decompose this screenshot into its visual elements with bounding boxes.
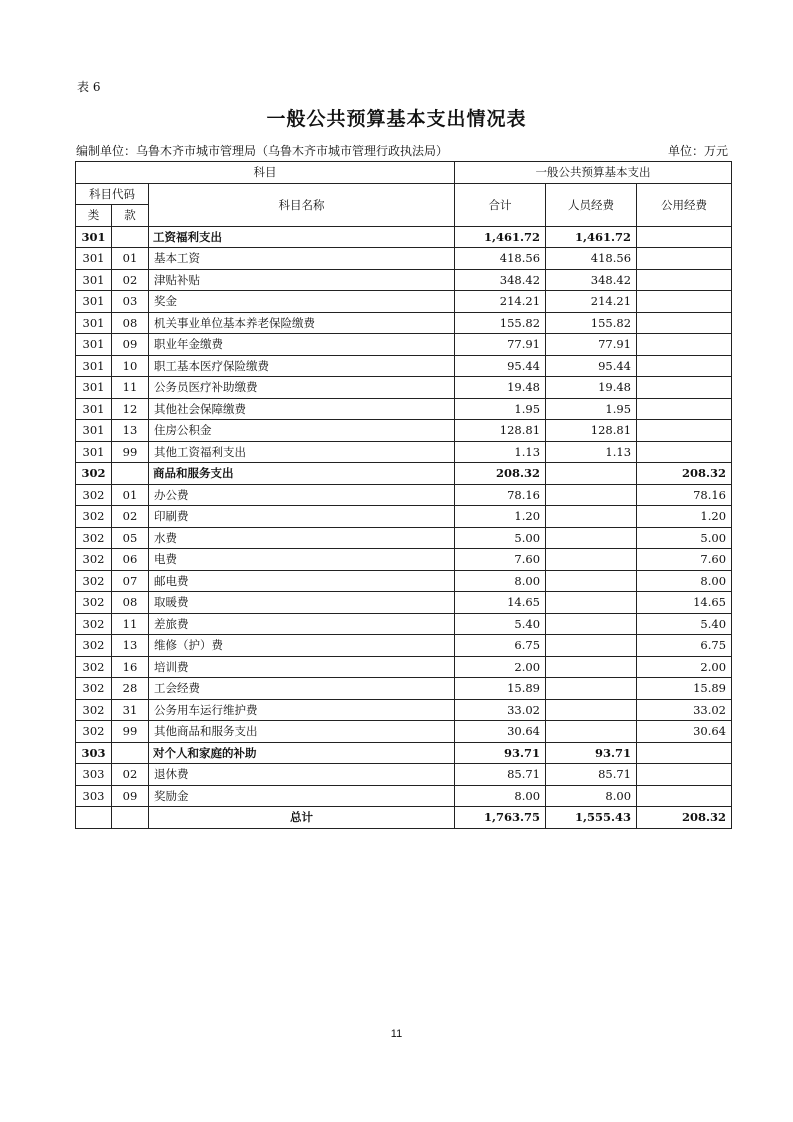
cell-total: 95.44 — [455, 355, 546, 377]
cell-name: 职业年金缴费 — [149, 334, 455, 356]
cell-total: 1.95 — [455, 398, 546, 420]
table-row — [76, 248, 732, 270]
cell-personnel — [546, 527, 637, 549]
cell-name: 其他社会保障缴费 — [149, 398, 455, 420]
cell-public — [637, 377, 732, 399]
table-row — [76, 506, 732, 528]
cell-section: 01 — [112, 484, 149, 506]
budget-table — [75, 161, 732, 829]
cell-class: 302 — [76, 527, 112, 549]
cell-name: 机关事业单位基本养老保险缴费 — [149, 312, 455, 334]
cell-personnel — [546, 678, 637, 700]
cell-total: 5.40 — [455, 613, 546, 635]
table-row — [76, 334, 732, 356]
cell-section: 06 — [112, 549, 149, 571]
cell-section: 13 — [112, 635, 149, 657]
cell-total: 85.71 — [455, 764, 546, 786]
cell-class: 302 — [76, 678, 112, 700]
cell-personnel: 348.42 — [546, 269, 637, 291]
cell-section: 09 — [112, 785, 149, 807]
cell-name: 其他工资福利支出 — [149, 441, 455, 463]
table-row — [76, 269, 732, 291]
cell-public — [637, 248, 732, 270]
total-empty-class — [76, 807, 112, 829]
org-name: 编制单位：乌鲁木齐市城市管理局（乌鲁木齐市城市管理行政执法局） — [76, 144, 449, 158]
cell-total: 2.00 — [455, 656, 546, 678]
cell-section: 02 — [112, 764, 149, 786]
cell-section: 05 — [112, 527, 149, 549]
cell-class: 301 — [76, 377, 112, 399]
cell-section: 28 — [112, 678, 149, 700]
cell-name: 对个人和家庭的补助 — [149, 742, 455, 764]
cell-public: 14.65 — [637, 592, 732, 614]
cell-total: 1.20 — [455, 506, 546, 528]
cell-public — [637, 355, 732, 377]
cell-section — [112, 226, 149, 248]
cell-name: 差旅费 — [149, 613, 455, 635]
table-row — [76, 570, 732, 592]
cell-section — [112, 463, 149, 485]
cell-total: 19.48 — [455, 377, 546, 399]
cell-total: 15.89 — [455, 678, 546, 700]
cell-section: 11 — [112, 613, 149, 635]
cell-total: 78.16 — [455, 484, 546, 506]
cell-section: 08 — [112, 592, 149, 614]
cell-personnel: 418.56 — [546, 248, 637, 270]
page-number: 11 — [390, 1028, 403, 1040]
cell-public: 78.16 — [637, 484, 732, 506]
table-row — [76, 742, 732, 764]
cell-total: 14.65 — [455, 592, 546, 614]
cell-name: 工资福利支出 — [149, 226, 455, 248]
cell-public: 208.32 — [637, 463, 732, 485]
cell-personnel: 95.44 — [546, 355, 637, 377]
cell-name: 奖金 — [149, 291, 455, 313]
cell-personnel — [546, 570, 637, 592]
cell-personnel — [546, 592, 637, 614]
cell-personnel — [546, 506, 637, 528]
cell-name: 邮电费 — [149, 570, 455, 592]
cell-class: 302 — [76, 506, 112, 528]
cell-public: 5.00 — [637, 527, 732, 549]
table-row — [76, 635, 732, 657]
cell-class: 301 — [76, 420, 112, 442]
cell-personnel: 1.13 — [546, 441, 637, 463]
total-empty-section — [112, 807, 149, 829]
cell-public: 33.02 — [637, 699, 732, 721]
cell-name: 商品和服务支出 — [149, 463, 455, 485]
grand-total-personnel: 1,555.43 — [546, 807, 637, 829]
cell-public — [637, 269, 732, 291]
cell-public: 5.40 — [637, 613, 732, 635]
header-basic-expense: 一般公共预算基本支出 — [455, 162, 732, 184]
cell-total: 348.42 — [455, 269, 546, 291]
cell-section: 03 — [112, 291, 149, 313]
cell-section: 13 — [112, 420, 149, 442]
table-row — [76, 764, 732, 786]
cell-class: 302 — [76, 570, 112, 592]
cell-class: 301 — [76, 226, 112, 248]
cell-personnel — [546, 613, 637, 635]
grand-total-public: 208.32 — [637, 807, 732, 829]
cell-public — [637, 420, 732, 442]
table-row — [76, 613, 732, 635]
cell-public: 7.60 — [637, 549, 732, 571]
table-row — [76, 484, 732, 506]
cell-name: 职工基本医疗保险缴费 — [149, 355, 455, 377]
header-class: 类 — [76, 205, 112, 227]
table-row — [76, 291, 732, 313]
table-row — [76, 377, 732, 399]
cell-personnel: 1,461.72 — [546, 226, 637, 248]
cell-total: 214.21 — [455, 291, 546, 313]
cell-class: 302 — [76, 613, 112, 635]
cell-section: 31 — [112, 699, 149, 721]
table-row — [76, 592, 732, 614]
cell-public: 15.89 — [637, 678, 732, 700]
cell-total: 5.00 — [455, 527, 546, 549]
table-row — [76, 463, 732, 485]
cell-public — [637, 764, 732, 786]
cell-personnel — [546, 484, 637, 506]
table-row — [76, 549, 732, 571]
table-row — [76, 355, 732, 377]
cell-name: 维修（护）费 — [149, 635, 455, 657]
cell-class: 301 — [76, 312, 112, 334]
table-row — [76, 678, 732, 700]
cell-public: 6.75 — [637, 635, 732, 657]
cell-class: 303 — [76, 764, 112, 786]
table-row — [76, 441, 732, 463]
cell-personnel: 214.21 — [546, 291, 637, 313]
cell-class: 301 — [76, 248, 112, 270]
cell-personnel — [546, 699, 637, 721]
cell-class: 301 — [76, 334, 112, 356]
cell-section: 99 — [112, 721, 149, 743]
cell-class: 302 — [76, 699, 112, 721]
cell-public — [637, 398, 732, 420]
cell-section: 11 — [112, 377, 149, 399]
table-row — [76, 721, 732, 743]
table-row — [76, 312, 732, 334]
cell-personnel: 155.82 — [546, 312, 637, 334]
cell-public: 30.64 — [637, 721, 732, 743]
cell-public — [637, 742, 732, 764]
cell-name: 工会经费 — [149, 678, 455, 700]
cell-class: 303 — [76, 742, 112, 764]
cell-class: 302 — [76, 656, 112, 678]
cell-name: 培训费 — [149, 656, 455, 678]
cell-section: 02 — [112, 506, 149, 528]
header-public: 公用经费 — [637, 183, 732, 226]
cell-name: 退休费 — [149, 764, 455, 786]
cell-total: 1,461.72 — [455, 226, 546, 248]
cell-class: 302 — [76, 635, 112, 657]
cell-public: 1.20 — [637, 506, 732, 528]
table-row — [76, 785, 732, 807]
cell-section: 99 — [112, 441, 149, 463]
cell-name: 基本工资 — [149, 248, 455, 270]
cell-total: 77.91 — [455, 334, 546, 356]
cell-total: 30.64 — [455, 721, 546, 743]
grand-total-label: 总计 — [149, 807, 455, 829]
cell-section: 16 — [112, 656, 149, 678]
cell-section: 09 — [112, 334, 149, 356]
grand-total-row — [76, 807, 732, 829]
grand-total-amount: 1,763.75 — [455, 807, 546, 829]
cell-public — [637, 226, 732, 248]
table-row — [76, 420, 732, 442]
cell-total: 8.00 — [455, 785, 546, 807]
cell-name: 取暖费 — [149, 592, 455, 614]
table-row — [76, 398, 732, 420]
cell-total: 155.82 — [455, 312, 546, 334]
cell-section — [112, 742, 149, 764]
cell-personnel: 8.00 — [546, 785, 637, 807]
cell-total: 128.81 — [455, 420, 546, 442]
cell-name: 津贴补贴 — [149, 269, 455, 291]
cell-personnel: 93.71 — [546, 742, 637, 764]
cell-class: 301 — [76, 269, 112, 291]
cell-public: 8.00 — [637, 570, 732, 592]
table-row — [76, 699, 732, 721]
cell-section: 12 — [112, 398, 149, 420]
cell-class: 302 — [76, 484, 112, 506]
table-row — [76, 226, 732, 248]
cell-total: 33.02 — [455, 699, 546, 721]
cell-personnel: 1.95 — [546, 398, 637, 420]
cell-name: 水费 — [149, 527, 455, 549]
cell-total: 418.56 — [455, 248, 546, 270]
cell-total: 1.13 — [455, 441, 546, 463]
cell-class: 302 — [76, 463, 112, 485]
cell-personnel — [546, 721, 637, 743]
cell-name: 住房公积金 — [149, 420, 455, 442]
cell-total: 208.32 — [455, 463, 546, 485]
cell-total: 8.00 — [455, 570, 546, 592]
cell-total: 93.71 — [455, 742, 546, 764]
header-section: 款 — [112, 205, 149, 227]
header-total: 合计 — [455, 183, 546, 226]
cell-class: 301 — [76, 398, 112, 420]
cell-public — [637, 441, 732, 463]
page-title: 一般公共预算基本支出情况表 — [266, 108, 527, 130]
cell-public — [637, 291, 732, 313]
cell-personnel: 77.91 — [546, 334, 637, 356]
cell-public — [637, 334, 732, 356]
cell-total: 7.60 — [455, 549, 546, 571]
cell-name: 办公费 — [149, 484, 455, 506]
cell-section: 01 — [112, 248, 149, 270]
cell-personnel — [546, 635, 637, 657]
cell-personnel — [546, 549, 637, 571]
cell-name: 公务用车运行维护费 — [149, 699, 455, 721]
meta-line — [76, 142, 730, 159]
cell-total: 6.75 — [455, 635, 546, 657]
header-personnel: 人员经费 — [546, 183, 637, 226]
cell-class: 301 — [76, 355, 112, 377]
cell-personnel: 85.71 — [546, 764, 637, 786]
cell-class: 302 — [76, 592, 112, 614]
cell-name: 电费 — [149, 549, 455, 571]
cell-class: 302 — [76, 549, 112, 571]
cell-class: 301 — [76, 291, 112, 313]
cell-name: 印刷费 — [149, 506, 455, 528]
cell-personnel — [546, 656, 637, 678]
cell-personnel: 19.48 — [546, 377, 637, 399]
table-row — [76, 527, 732, 549]
cell-section: 07 — [112, 570, 149, 592]
cell-personnel: 128.81 — [546, 420, 637, 442]
table-row — [76, 656, 732, 678]
cell-public — [637, 312, 732, 334]
cell-section: 08 — [112, 312, 149, 334]
cell-name: 公务员医疗补助缴费 — [149, 377, 455, 399]
cell-name: 奖励金 — [149, 785, 455, 807]
cell-personnel — [546, 463, 637, 485]
cell-section: 02 — [112, 269, 149, 291]
cell-public — [637, 785, 732, 807]
cell-public: 2.00 — [637, 656, 732, 678]
unit-label: 单位：万元 — [667, 144, 728, 158]
cell-class: 303 — [76, 785, 112, 807]
cell-class: 302 — [76, 721, 112, 743]
cell-name: 其他商品和服务支出 — [149, 721, 455, 743]
cell-section: 10 — [112, 355, 149, 377]
cell-class: 301 — [76, 441, 112, 463]
table-label: 表 6 — [77, 80, 101, 94]
header-code: 科目代码 — [76, 183, 149, 205]
header-name: 科目名称 — [149, 183, 455, 226]
header-subject: 科目 — [76, 162, 455, 184]
